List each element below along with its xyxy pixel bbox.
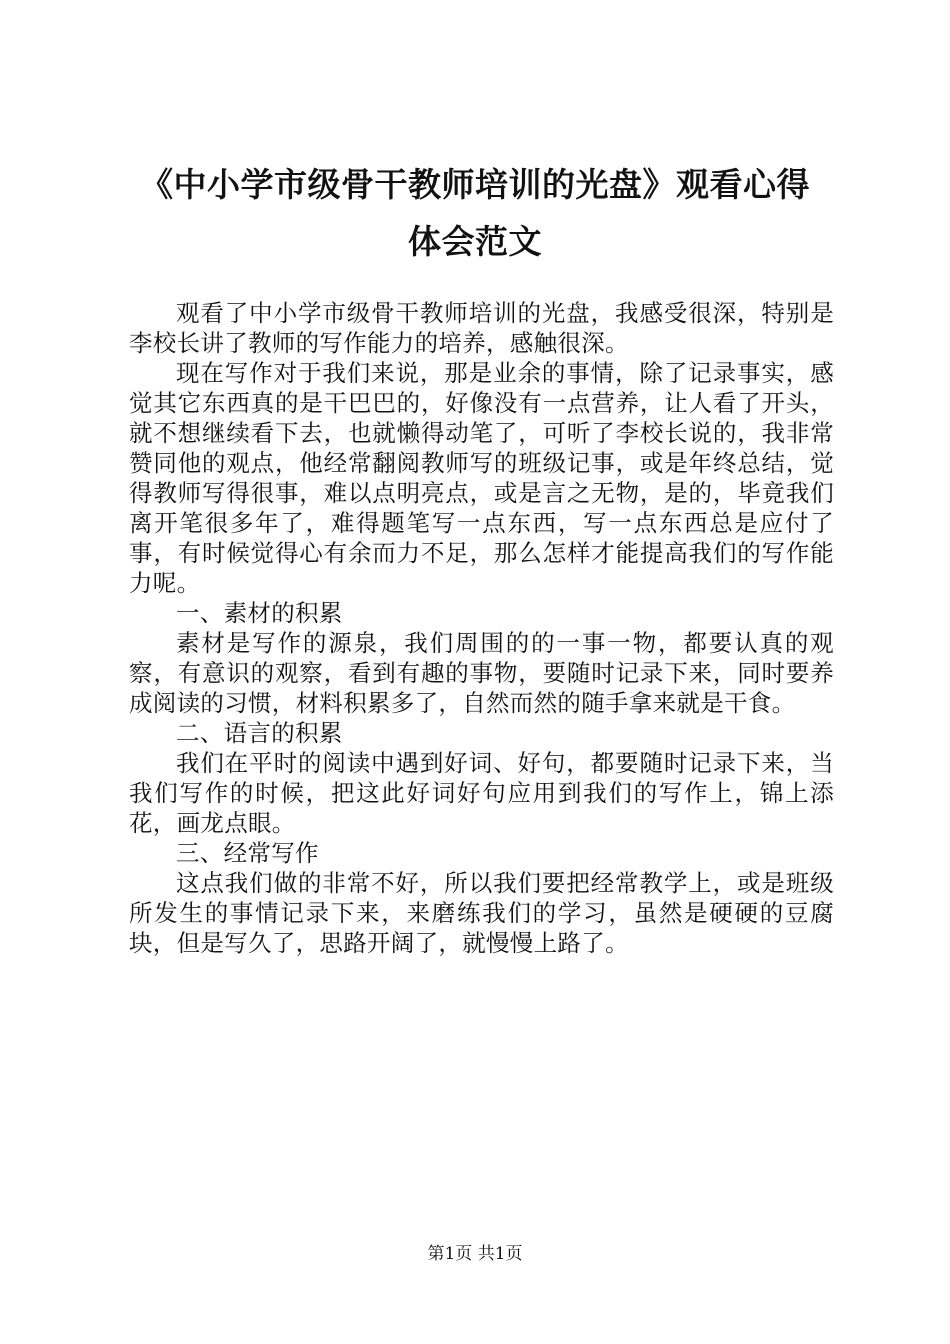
section-heading-language: 二、语言的积累 [176,719,343,747]
paragraph-writing-status: 现在写作对于我们来说，那是业余的事情，除了记录事实，感觉其它东西真的是干巴巴的，好像没有一点营养，让人看了开头，就不想继续看下去，也就懒得动笔了，可听了李校长说的，我非常赞同他的观点，他经常翻阅教师写的班级记事，或是年终总结，觉得教师写得很事，难以点明亮点，或是言之无物，是的，毕竟我们离开笔很多年了，难得题笔写一点东西，写一点东西总是应付了事，有时候觉得心有余而力不足，那么怎样才能提高我们的写作能力呢。 [129,359,834,597]
paragraph-practice: 这点我们做的非常不好，所以我们要把经常教学上，或是班级所发生的事情记录下来，来磨练我们的学习，虽然是硬硬的豆腐块，但是写久了，思路开阔了，就慢慢上路了。 [129,869,834,957]
paragraph-language: 我们在平时的阅读中遇到好词、好句，都要随时记录下来，当我们写作的时候，把这此好词好句应用到我们的写作上，锦上添花，画龙点眼。 [129,749,834,837]
page-number-footer: 第1页 共1页 [427,1244,523,1264]
document-body [129,298,834,958]
paragraph-intro: 观看了中小学市级骨干教师培训的光盘，我感受很深，特别是李校长讲了教师的写作能力的培养，感触很深。 [129,299,834,357]
section-heading-practice: 三、经常写作 [176,839,319,867]
document-title-line-1: 《中小学市级骨干教师培训的光盘》观看心得 [140,165,810,204]
document-title-line-2: 体会范文 [408,222,542,261]
section-heading-material: 一、素材的积累 [176,599,343,627]
paragraph-material: 素材是写作的源泉，我们周围的的一事一物，都要认真的观察，有意识的观察，看到有趣的事物，要随时记录下来，同时要养成阅读的习惯，材料积累多了，自然而然的随手拿来就是干食。 [129,629,834,717]
